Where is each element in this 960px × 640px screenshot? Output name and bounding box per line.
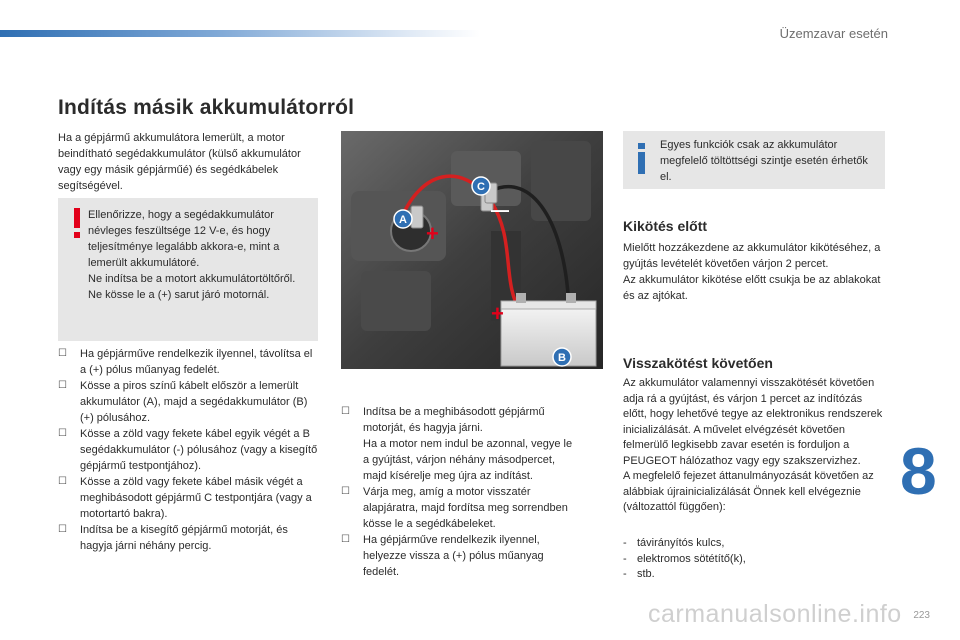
warning-box <box>58 198 318 341</box>
watermark: carmanualsonline.info <box>648 600 902 628</box>
before-connect-text: Mielőtt hozzákezdene az akkumulátor kikötéséhez, a gyújtás levételét követően várjon 2 percet. Az akkumulátor kikötése előtt csukja be az ablakokat és az ajtókat. <box>623 242 881 302</box>
list-item: ☐ Ha gépjárműve rendelkezik ilyennel, távolítsa el a (+) pólus műanyag fedelét. <box>58 348 313 376</box>
list-item: ☐ Kösse a zöld vagy fekete kábel másik végét a meghibásodott gépjármű C testpontjára (vagy a motortartó bakra). <box>58 476 312 520</box>
before-connect-heading: Kikötés előtt <box>623 218 708 234</box>
bullet-icon: ☐ <box>341 486 350 497</box>
list-item: - stb. <box>623 568 655 580</box>
info-icon <box>637 143 646 175</box>
list-item: ☐ Indítsa be a meghibásodott gépjármű motorját, és hagyja járni. Ha a motor nem indul be azonnal, vegye le a gyújtást, várjon néhány másodpercet, majd kísérelje meg újra az indítást. <box>341 406 573 482</box>
plus-sign-engine: + <box>426 221 439 246</box>
chapter-number: 8 <box>900 434 937 508</box>
list-item: ☐ Kösse a zöld vagy fekete kábel egyik végét a B segédakkumulátor (-) pólusához (vagy a kisegítő gépjármű testpontjához). <box>58 428 318 472</box>
list-item: - elektromos sötétítő(k), <box>623 552 746 565</box>
list-item: ☐ Indítsa be a kisegítő gépjármű motorját, és hagyja járni néhány percig. <box>58 524 288 552</box>
bullet-icon: ☐ <box>58 348 67 359</box>
section-title: Üzemzavar esetén <box>779 26 888 41</box>
bullet-icon: ☐ <box>341 534 350 545</box>
page-number: 223 <box>913 610 930 621</box>
exclamation-icon <box>74 208 80 238</box>
list-item: ☐ Ha gépjárműve rendelkezik ilyennel, helyezze vissza a (+) pólus műanyag fedelét. <box>341 534 544 578</box>
svg-text:A: A <box>399 214 407 226</box>
label-a-marker <box>394 210 412 228</box>
warning-text: Ellenőrizze, hogy a segédakkumulátor névleges feszültsége 12 V-e, és hogy teljesítménye legalább akkora-e, mint a lemerült akkumulátoré. Ne indítsa be a motort akkumulátortöltőről. Ne kösse le a (+) sarut járó motornál. <box>88 209 296 301</box>
steps-list-middle <box>341 404 581 580</box>
jump-start-illustration <box>341 131 603 369</box>
intro-paragraph: Ha a gépjármű akkumulátora lemerült, a motor beindítható segédakkumulátor (külső akkumulátor vagy egy másik gépjárműé) és segédkábelek segítségével. <box>58 132 301 192</box>
info-text: Egyes funkciók csak az akkumulátor megfelelő töltöttségi szintje esetén érhetők el. <box>660 139 868 183</box>
after-reconnect-heading: Visszakötést követően <box>623 355 773 371</box>
list-item: ☐ Kösse a piros színű kábelt először a lemerült akkumulátor (A), majd a segédakkumulátor (B) (+) pólusához. <box>58 380 308 424</box>
bullet-icon: ☐ <box>341 406 350 417</box>
list-item: ☐ Várja meg, amíg a motor visszatér alapjáratra, majd fordítsa meg sorrendben kösse le a segédkábeleket. <box>341 486 568 530</box>
minus-sign-ground: — <box>491 200 509 220</box>
header-accent-bar <box>0 30 480 37</box>
label-b-marker <box>553 348 571 366</box>
bullet-icon: ☐ <box>58 524 67 535</box>
svg-text:C: C <box>477 181 485 193</box>
bullet-icon: ☐ <box>58 428 67 439</box>
label-c-marker <box>472 177 490 195</box>
reinit-list <box>623 536 873 583</box>
svg-text:B: B <box>558 352 566 364</box>
bullet-icon: ☐ <box>58 476 67 487</box>
page-heading: Indítás másik akkumulátorról <box>58 96 355 119</box>
after-reconnect-text: Az akkumulátor valamennyi visszakötését követően adja rá a gyújtást, és várjon 1 percet az indítózás előtt, hogy lehetővé tegye az elektronikus rendszerek inicializálását. A művelet elvégzését követően felmerülő legkisebb zavar esetén is forduljon a PEUGEOT hálózathoz vagy egy szakszervizhez. A megfelelő fejezet áttanulmányozását követően az alábbiak újrainicializálását Önnek kell elvégeznie (változattól függően): <box>623 377 883 513</box>
plus-sign-battery: + <box>491 301 504 326</box>
steps-list-left <box>58 346 320 554</box>
bullet-icon: ☐ <box>58 380 67 391</box>
list-item: - távirányítós kulcs, <box>623 537 725 549</box>
info-box <box>623 131 885 189</box>
